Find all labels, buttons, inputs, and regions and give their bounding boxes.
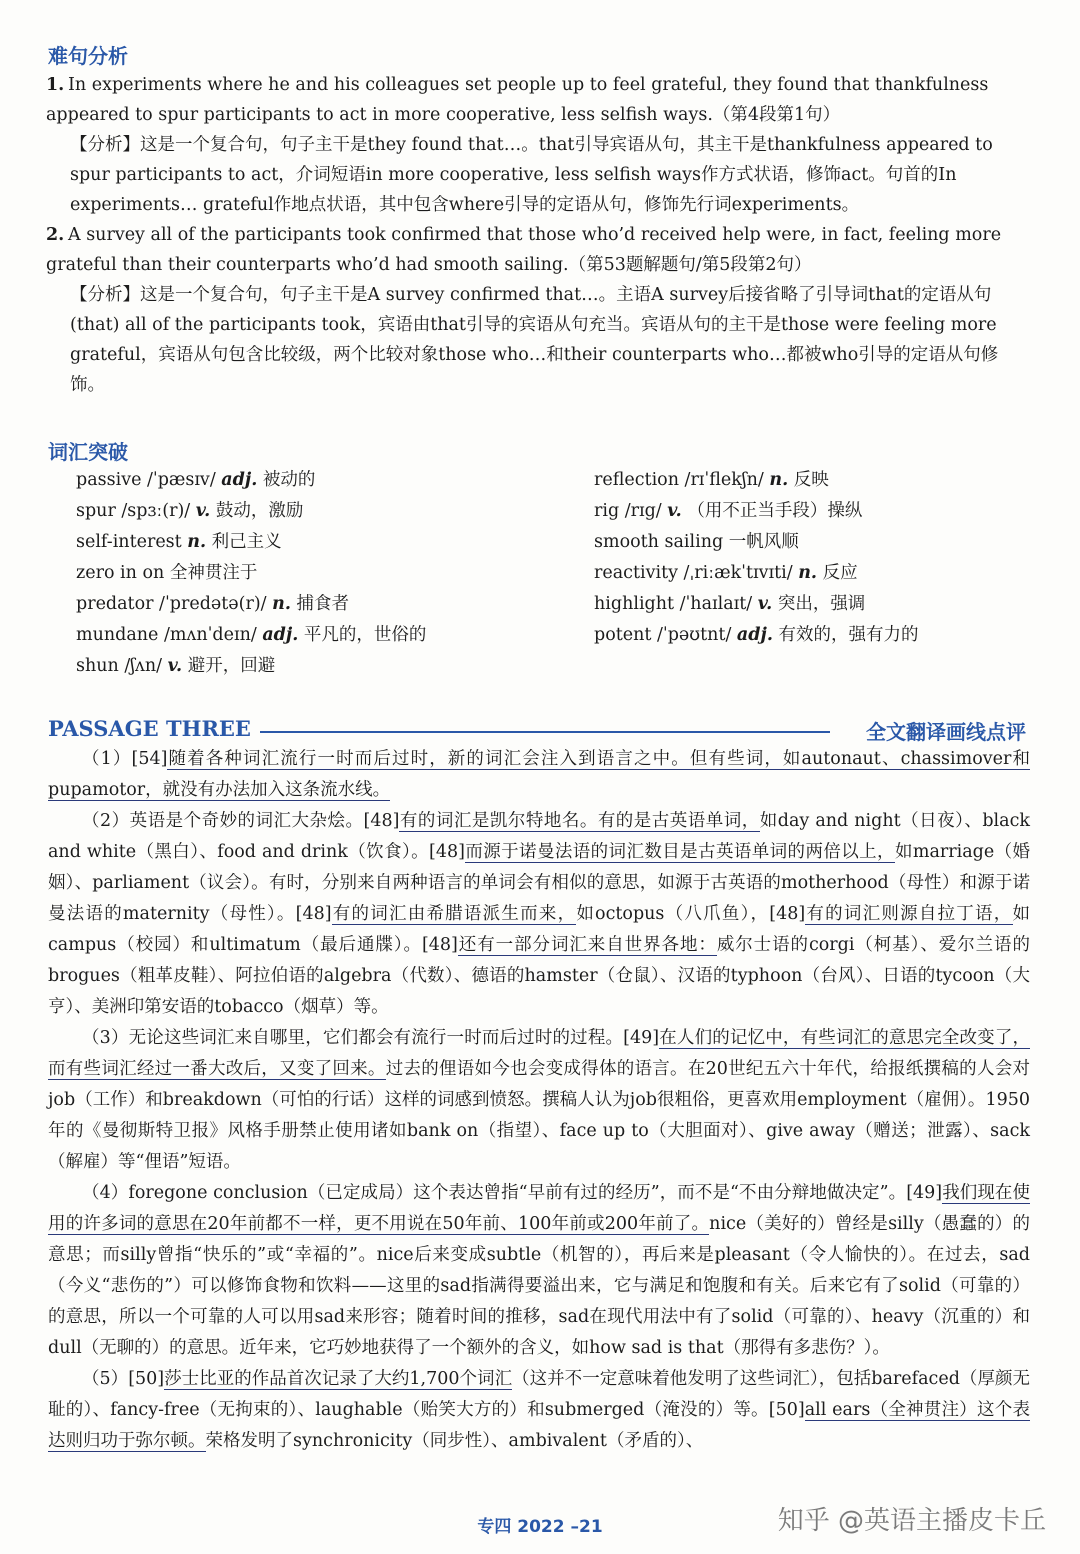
passage-title: PASSAGE THREE [48,716,251,741]
vocab-item: shun /ʃʌn/ v. 避开，回避 [76,656,276,676]
passage-paragraph-4: （4）foregone conclusion（已定成局）这个表达曾指“早前有过的经历”，而不是“不由分辩地做决定”。[49]我们现在使用的许多词的意思在20年前都不一样，更不用说在50年前、100年前或200年前了。nice（美好的）曾经是silly（愚蠢的）的意思；而silly曾指“快乐的”或“幸福的”。nice后来变成subtle（机智的），再后来是pleasant（令人愉快的）。在过去，sad（今义“悲伤的”）可以修饰食物和饮料——这里的sad指满得要溢出来，它与满足和饱腹和有关。后来它有了solid（可靠的）的意思，所以一个可靠的人可以用sad来形容；随着时间的推移，sad在现代用法中有了solid（可靠的）、heavy（沉重的）和dull（无聊的）的意思。近年来，它巧妙地获得了一个额外的含义，如how sad is that（那得有多悲伤？）。 [48,1183,1031,1358]
item-number: 1. [46,75,65,95]
vocab-item: rig /rɪg/ v. （用不正当手段）操纵 [594,501,863,521]
vocab-item: smooth sailing 一帆风顺 [594,532,799,552]
watermark-text: 知乎 @英语主播皮卡丘 [777,1506,1046,1536]
passage-subtitle: 全文翻译画线点评 [866,720,1026,744]
passage-paragraph-3: （3）无论这些词汇来自哪里，它们都会有流行一时而后过时的过程。[49]在人们的记忆中，有些词汇的意思完全改变了，而有些词汇经过一番大改后，又变了回来。过去的俚语如今也会变成得体的语言。在20世纪五六十年代，给报纸撰稿的人会对job（工作）和breakdown（可怕的行话）这样的词感到愤怒。撰稿人认为job很粗俗，更喜欢用employment（雇佣）。1950年的《曼彻斯特卫报》风格手册禁止使用诸如bank on（指望）、face up to（大胆面对）、give away（赠送；泄露）、sack（解雇）等“俚语”短语。 [48,1028,1031,1172]
vocab-item: spur /spɜː(r)/ v. 鼓动，激励 [76,501,304,521]
vocab-item: self-interest n. 利己主义 [76,532,282,552]
underlined-text: 莎士比亚的作品首次记录了大约1,700个词汇 [164,1369,513,1389]
vocab-item: passive /ˈpæsɪv/ adj. 被动的 [76,470,316,490]
underlined-text: 随着各种词汇流行一时而后过时，新的词汇会注入到语言之中。但有些词，如autonaut、chassimover和pupamotor，就没有办法加入这条流水线。 [48,749,1030,800]
vocab-item: mundane /mʌnˈdeɪn/ adj. 平凡的，世俗的 [76,625,427,645]
passage-paragraph-1: （1）[54]随着各种词汇流行一时而后过时，新的词汇会注入到语言之中。但有些词，如autonaut、chassimover和pupamotor，就没有办法加入这条流水线。 [48,749,1030,800]
passage-paragraph-2: （2）英语是个奇妙的词汇大杂烩。[48]有的词汇是凯尔特地名。有的是古英语单词，如day and night（日夜）、black and white（黑白）、food and drink（饮食）。[48]而源于诺曼法语的词汇数目是古英语单词的两倍以上，如marriage（婚姻）、parliament（议会）。有时，分别来自两种语言的单词会有相似的意思，如源于古英语的motherhood（母性）和源于诺曼法语的maternity（母性）。[48]有的词汇由希腊语派生而来，如octopus（八爪鱼），[48]有的词汇则源自拉丁语，如campus（校园）和ultimatum（最后通牒）。[48]还有一部分词汇来自世界各地：威尔士语的corgi（柯基）、爱尔兰语的brogues（粗革皮鞋）、阿拉伯语的algebra（代数）、德语的hamster（仓鼠）、汉语的typhoon（台风）、日语的tycoon（大亨）、美洲印第安语的tobacco（烟草）等。 [48,811,1030,1017]
item-analysis: 【分析】这是一个复合句，句子主干是they found that…。that引导宾语从句，其主干是thankfulness appeared to spur participants to act，介词短语in more cooperative, less selfish ways作方式状语，修饰act。句首的In experiments… grateful作地点状语，其中包含where引导的定语从句，修饰先行词experiments。 [70,135,993,215]
item-number: 2. [46,225,65,245]
vocab-list-left [76,465,426,682]
vocab-item: reactivity /ˌriːækˈtɪvɪti/ n. 反应 [594,563,858,583]
vocab-item: zero in on 全神贯注于 [76,563,258,583]
vocab-item: potent /ˈpəʊtnt/ adj. 有效的，强有力的 [594,625,919,645]
underlined-text: 我们现在使用的许多词的意思在20年前都不一样，更不用说在50年前、100年前或200年前了。 [48,1183,1031,1234]
underlined-text: 在人们的记忆中，有些词汇的意思完全改变了，而有些词汇经过一番大改后，又变了回来。 [48,1028,1030,1079]
item-sentence: In experiments where he and his colleagues set people up to feel grateful, they found that thankfulness appeared to spur participants to act in more cooperative, less selfish ways.（第4段第1句） [46,75,989,125]
item-analysis: 【分析】这是一个复合句，句子主干是A survey confirmed that…。主语A survey后接省略了引导词that的定语从句(that) all of the participants took，宾语由that引导的宾语从句充当。宾语从句的主干是those were feeling more grateful，宾语从句包含比较级，两个比较对象those who…和their counterparts who…都被who引导的定语从句修饰。 [70,285,999,395]
underlined-text: 有的词汇是凯尔特地名。有的是古英语单词， [399,811,760,831]
passage-paragraph-5: （5）[50]莎士比亚的作品首次记录了大约1,700个词汇（这并不一定意味着他发明了这些词汇），包括barefaced（厚颜无耻的）、fancy-free（无拘束的）、laughable（贻笑大方的）和submerged（淹没的）等。[50]all ears（全神贯注）这个表达则归功于弥尔顿。荣格发明了synchronicity（同步性）、ambivalent（矛盾的）、 [48,1369,1030,1451]
vocab-list-right [594,465,918,651]
underlined-text: 有的词汇由希腊语派生而来， [331,904,577,924]
vocab-item: predator /ˈpredətə(r)/ n. 捕食者 [76,594,350,614]
underlined-text: all ears（全神贯注）这个表达则归功于弥尔顿。 [48,1400,1030,1451]
vocab-item: highlight /ˈhaɪlaɪt/ v. 突出，强调 [594,594,866,614]
section-title-difficult-sentences: 难句分析 [48,44,128,68]
page-number: 专四 2022 –21 [477,1517,603,1537]
header-rule [260,731,830,733]
underlined-text: 还有一部分词汇来自世界各地： [457,935,717,955]
sentence-item-1 [46,70,1031,220]
underlined-text: 而源于诺曼法语的词汇数目是古英语单词的两倍以上， [464,842,895,862]
section-title-vocabulary: 词汇突破 [48,440,128,464]
sentence-item-2 [46,220,1031,400]
underlined-text: 有的词汇则源自拉丁语， [805,904,1013,924]
item-sentence: A survey all of the participants took confirmed that those who’d received help were, in fact, feeling more grateful than their counterparts who’d had smooth sailing.（第53题解题句/第5段第2句） [46,225,1002,275]
passage-body [48,744,1030,1457]
vocab-item: reflection /rɪˈflekʃn/ n. 反映 [594,470,829,490]
